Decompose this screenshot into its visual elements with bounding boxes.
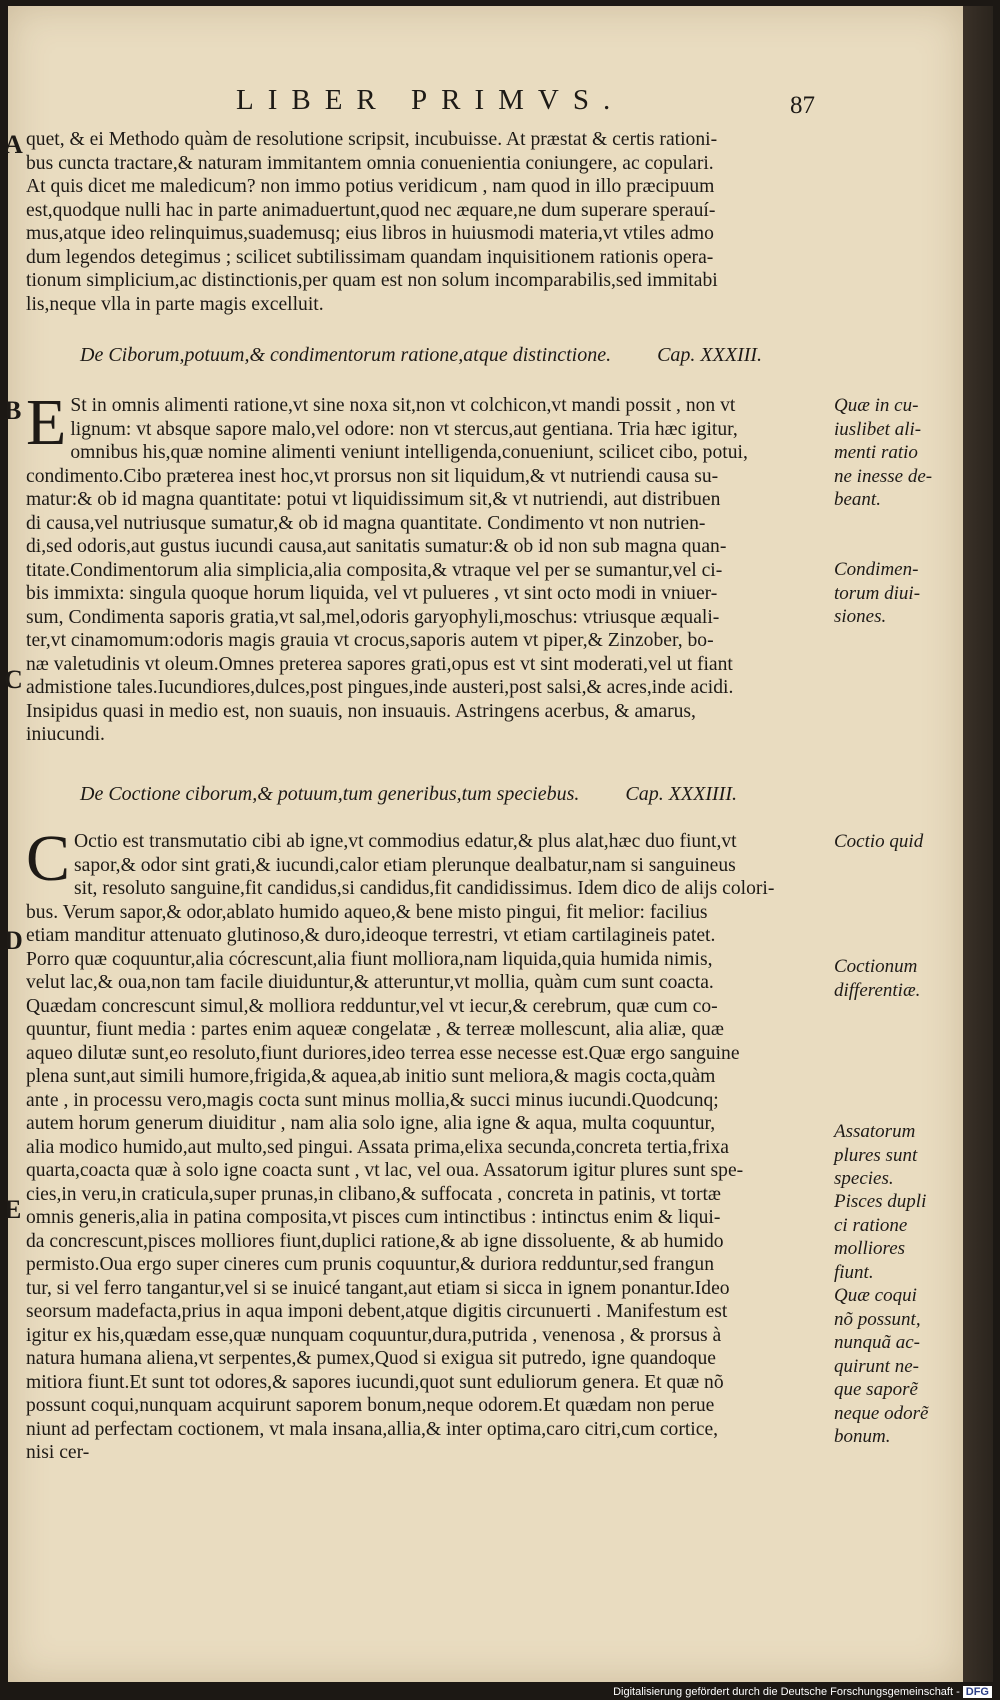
text-line: Quæ coqui [834,1285,917,1306]
text-line: niunt ad perfectam coctionem, vt mala insana,allia,& inter optima,caro citri,cum cortice, [26,1418,719,1440]
text-line: Coctionum [834,956,918,977]
section-body-chapter-34 [26,822,826,1465]
text-line: bonum. [834,1426,891,1447]
section-title-text: De Coctione ciborum,& potuum,tum generibus,tum speciebus. [80,783,580,805]
marginal-note [834,830,952,854]
text-line: Quæ in cu- [834,395,919,416]
margin-letter: C [4,665,23,694]
marginal-note [834,1284,952,1449]
text-line: At quis dicet me maledicum? non immo potius veridicum , nam quod in illo præcipuum [26,176,715,197]
text-line: Octio est transmutatio cibi ab igne,vt commodius edatur,& plus alat,hæc duo fiunt,vt [74,831,737,852]
text-line: mus,atque ideo relinquimus,suademusq; eius libros in huiusmodi materia,vt vtiles admo [26,223,714,244]
section-title-chapter-34 [80,783,737,806]
text-line: fiunt. [834,1261,874,1283]
chapter-number: Cap. XXXIIII. [625,783,738,805]
text-line: ne inesse de- [834,465,933,487]
text-line: que saporẽ [834,1379,918,1400]
drop-capital: E [26,386,67,459]
text-line: alia modico humido,aut multo,sed pingui. Assata prima,elixa secunda,concreta tertia,frixa [26,1136,729,1158]
text-line: etiam manditur attenuato glutinoso,& duro,ideoque terrestri, vt etiam cartilagineis patet. [26,925,716,946]
text-line: mitiora fiunt.Et sunt tot odores,& sapores iucundi,quot sunt eduliorum genera. Et quæ nõ [26,1371,724,1393]
text-line: differentiæ. [834,979,921,1001]
text-line: seorsum madefacta,prius in aqua imponi debent,atque digitis circunuerti . Manifestum est [26,1301,728,1322]
text-line: dum legendos detegimus ; scilicet subtilissimam quandam inquisitionem rationis opera- [26,246,714,268]
text-line: velut lac,& oua,non tam facile diuiduntur,& atteruntur,vt mollia, quàm cum sunt coacta. [26,972,714,993]
text-line: igitur ex his,quædam esse,quæ nunquam coquuntur,dura,putrida , venenosa , & prorsus à [26,1324,722,1346]
text-line: tionum simplicium,ac distinctionis,per quam est non solum incomparabilis,sed immitabi [26,270,718,291]
section-body-chapter-33 [26,386,826,747]
text-line: sum, Condimenta saporis gratia,vt sal,mel,odoris garyophyli,moschus: vtriusque æquali- [26,606,720,628]
text-line: natura humana aliena,vt serpentes,& pumex,Quod si exigua sit putredo, igne quandoque [26,1348,716,1369]
text-line: omnis generis,alia in patina composita,vt pisces cum intinctibus : intinctus enim & liqui- [26,1207,721,1228]
text-line: species. [834,1168,894,1189]
text-line: ter,vt cinamomum:odoris magis grauia vt crocus,saporis autem vt piper,& Zinzober, bo- [26,630,714,651]
text-line: Insipidus quasi in medio est, non suauis, non insuauis. Astringens acerbus, & amarus, [26,700,696,722]
text-line: autem horum generum diuiditur , nam alia solo igne, alia igne & aqua, multa coquuntur, [26,1113,716,1134]
text-line: sit, resoluto sanguine,fit candidus,si candidus,fit candidissimus. Idem dico de alijs colori- [74,878,775,899]
margin-letter: B [4,396,22,425]
text-line: da concrescunt,pisces molliores fiunt,duplici ratione,& ab igne dissoluente, & ab humido [26,1230,724,1252]
text-line: lis,neque vlla in parte magis excelluit. [26,293,324,315]
text-line: di causa,vel nutriusque sumatur,& ob id magna quantitate. Condimento vt non nutrien- [26,512,706,534]
text-line: siones. [834,606,887,627]
drop-capital: C [26,822,71,895]
page-edge [963,6,993,1682]
text-line: cies,in veru,in craticula,super prunas,in clibano,& suffocata , concreta in patinis, vt tortæ [26,1183,722,1205]
text-line: næ valetudinis vt oleum.Omnes preterea sapores grati,opus est vt sint moderati,vel ut fiant [26,653,733,675]
text-line: St in omnis alimenti ratione,vt sine noxa sit,non vt colchicon,vt mandi possit , non vt [70,395,736,416]
text-line: sapor,& odor sint grati,& iucundi,calor etiam plerunque dealbatur,nam si sanguineus [74,854,736,876]
running-title: LIBER PRIMVS. [236,84,625,116]
text-line: bus. Verum sapor,& odor,ablato humido aqueo,& bene misto pingui, fit melior: facilius [26,901,708,923]
text-line: Assatorum [834,1121,916,1142]
text-line: est,quodque nulli hac in parte animaduertunt,quod nec æquare,ne dum superare sperauí- [26,199,716,221]
text-line: quarta,coacta quæ à solo igne coacta sunt , vt lac, vel oua. Assatorum igitur plures sunt spe- [26,1160,744,1181]
section-title-text: De Ciborum,potuum,& condimentorum ratione,atque distinctione. [80,344,612,366]
text-line: Quædam concrescunt simul,& molliora redduntur,vel vt iecur,& cerebrum, quæ cum co- [26,995,718,1017]
text-line: tur, si vel ferro tangantur,vel si se inuicé tangant,aut etiam si sicca in ignem ponantur.Ideo [26,1277,730,1299]
marginal-note [834,955,952,1002]
text-line: Pisces dupli [834,1191,927,1212]
marginal-note [834,394,952,512]
text-line: torum diui- [834,582,921,604]
text-line: molliores [834,1238,906,1259]
digitization-footer [613,1686,992,1698]
text-line: possunt coqui,nunquam acquirunt saporem bonum,neque odorem.Et quædam non perue [26,1395,715,1416]
page-number: 87 [790,92,815,119]
text-line: titate.Condimentorum alia simplicia,alia composita,& vtraque vel per se sumantur,vel ci- [26,559,723,581]
footer-text: Digitalisierung gefördert durch die Deutsche Forschungsgemeinschaft - [613,1686,960,1698]
text-line: quirunt ne- [834,1355,919,1377]
text-line: menti ratio [834,442,918,463]
text-line: Coctio quid [834,831,924,852]
text-line: quuntur, fiunt media : partes enim aqueæ congelatæ , & terreæ mollescunt, alia aliæ, quæ [26,1019,724,1040]
text-line: aqueo dilutæ sunt,eo resoluto,fiunt duriores,ideo terrea esse necesse est.Quæ ergo sanguine [26,1042,740,1064]
text-line: beant. [834,489,881,510]
text-line: ci ratione [834,1214,908,1236]
text-line: quet, & ei Methodo quàm de resolutione scripsit, incubuisse. At præstat & certis rationi- [26,129,718,150]
text-line: omnibus his,quæ nomine alimenti veniunt intelligenda,conueniunt, scilicet cibo, potui, [70,442,748,463]
text-line: admistione tales.Iucundiores,dulces,post pingues,inde austeri,post salsi,& acres,inde acidi. [26,677,734,698]
text-line: di,sed odoris,aut gustus iucundi causa,aut sanitatis sumatur:& ob id non sub magna quan- [26,536,727,557]
dfg-logo: DFG [963,1686,992,1698]
text-line: permisto.Oua ergo super cineres cum prunis coquuntur,& duriora redduntur,sed frangun [26,1254,715,1275]
marginal-note [834,558,952,629]
text-line: bus cuncta tractare,& naturam immitantem omnia conuenientia coniungere, ac copulari. [26,152,714,174]
text-line: Condimen- [834,559,919,580]
text-line: ante , in processu vero,magis cocta sunt minus mollia,& succi minus iucundi.Quodcunq; [26,1089,719,1111]
margin-letter: E [4,1195,22,1224]
text-line: Porro quæ coquuntur,alia cócrescunt,alia fiunt molliora,nam liquida,quia humida nimis, [26,948,713,970]
text-line: iniucundi. [26,724,105,745]
text-line: nunquã ac- [834,1332,921,1353]
paragraph-continuation [26,128,826,316]
text-line: matur:& ob id magna quantitate: potui vt liquidissimum sit,& vt nutriendi, aut distribuen [26,489,721,510]
marginal-note [834,1190,952,1284]
marginal-note [834,1120,952,1191]
text-line: neque odorẽ [834,1402,929,1424]
text-line: condimento.Cibo præterea inest hoc,vt prorsus non sit liquidum,& vt nutriendi causa su- [26,465,719,487]
chapter-number: Cap. XXXIII. [657,344,763,366]
text-line: plures sunt [834,1144,918,1166]
margin-letter: A [4,130,23,159]
text-line: plena sunt,aut simili humore,frigida,& aquea,ab initio sunt meliora,& magis cocta,quàm [26,1066,716,1087]
text-line: nisi cer- [26,1442,90,1463]
text-line: nõ possunt, [834,1308,921,1330]
margin-letter: D [4,926,23,955]
text-line: bis immixta: singula quoque horum liquida, vel vt pulueres , vt sint octo modi in vniuer- [26,583,718,604]
text-line: lignum: vt absque sapore malo,vel odore: non vt stercus,aut gentiana. Tria hæc igitur, [70,418,738,440]
text-line: iuslibet ali- [834,418,922,440]
section-title-chapter-33 [80,344,762,367]
